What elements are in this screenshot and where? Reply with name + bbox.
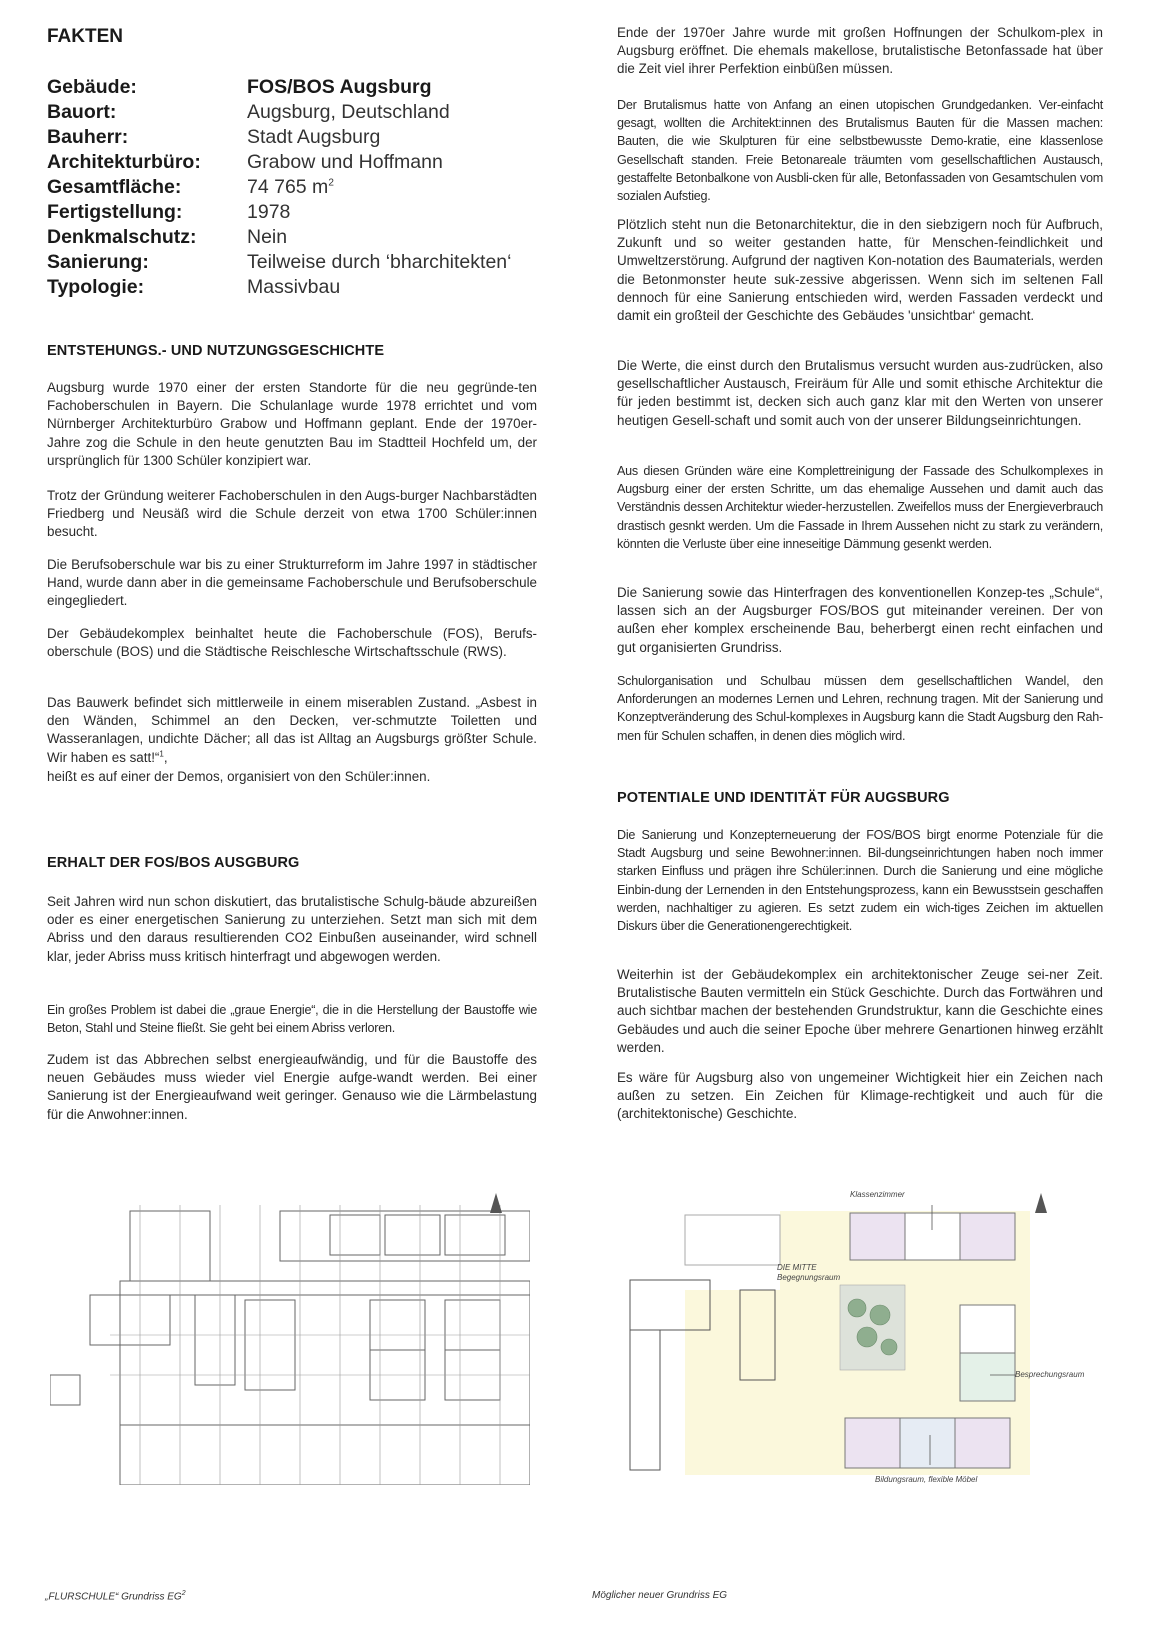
existing-floor-plan — [50, 1175, 530, 1485]
organisation-paragraph: Schulorganisation und Schulbau müssen dem gesellschaftlichen Wandel, den Anforderungen an modernes Lernen und Lehren, rechnung tragen. Mit der Sanierung und Konzeptveränderung des Schul-komplexes in Augsburg kann die Stadt Augsburg den Rah-men für Schulen schaffen, in denen dies möglich wird. — [617, 674, 1103, 743]
unit-superscript: 2 — [328, 177, 334, 189]
north-arrow-icon — [490, 1193, 502, 1213]
fact-row — [47, 175, 567, 200]
fact-label: Architekturbüro: — [47, 151, 201, 173]
preservation-paragraph: Seit Jahren wird nun schon diskutiert, das brutalistische Schulg-bäude abzureißen oder es einer energetischen Sanierung zu unterziehen. Setzt man sich mit dem Abriss und den daraus resultierenden CO2 Einbußen auseinander, wird schnell klar, jeder Abriss muss kritisch hinterfragt und abgewogen werden. — [47, 894, 537, 964]
history-paragraph: Der Gebäudekomplex beinhaltet heute die Fachoberschule (FOS), Berufs-oberschule (BOS) und die Städtische Reischlesche Wirtschaftsschule (RWS). — [47, 626, 537, 660]
fact-label: Bauherr: — [47, 126, 129, 148]
existing-plan-caption: „FLURSCHULE“ Grundriss $EG^2$ — [45, 1590, 186, 1603]
potential-paragraph: Weiterhin ist der Gebäudekomplex ein architektonischer Zeuge sei-ner Zeit. Brutalistische Bauten vermitteln ein Stück Geschichte. Durch das Fortwähren und auch sichtbar machen der bestehenden Grundstruktur, kann die Geschichte eines Gebäudes und auch die seiner Epoche über mehrere Genartionen hinweg erzählt werden. — [617, 967, 1103, 1055]
fact-value: 74 765 $m^2$ — [247, 176, 334, 198]
concept-paragraph: Die Sanierung sowie das Hinterfragen des konventionellen Konzep-tes „Schule“, lassen sich an der Augsburger FOS/BOS gut miteinander vereinen. Der von außen eher komplex erscheinende Bau, beherbergt einen recht einfachen und gut organisierten Grundriss. — [617, 585, 1103, 655]
fact-row — [47, 250, 567, 275]
history-paragraph: Augsburg wurde 1970 einer der ersten Standorte für die neu gegründe-ten Fachoberschulen in Bayern. Die Schulanlage wurde 1978 errichtet und vom Nürnberger Architekturbüro Grabow und Hoffmann geplant. Ende der 1970er-Jahre zog die Schule in den heute genutzten Bau im Stadtteil Hochfeld um, der ursprünglich für 1300 Schüler konzipiert war. — [47, 380, 537, 468]
meeting-room-label: Besprechungsraum — [1015, 1370, 1085, 1379]
proposed-plan-caption: Möglicher neuer Grundriss EG — [592, 1590, 728, 1601]
fact-row — [47, 150, 567, 175]
brutalism-paragraph: Der Brutalismus hatte von Anfang an einen utopischen Grundgedanken. Ver-einfacht gesagt, wollten die Architekt:innen des Brutalismus Bauten für die Massen machen: Bauten, die wie Skulpturen für eine selbstbewusste Demo-kratie, eine klassenlose Gesellschaft standen. Freie Betonareale träumten vom gesellschaftlichen Austausch, gestaffelte Betonbalkone von Ausbli-cken für alle, Betonfassaden von Gesamtschulen vom sozialen Aufstieg. — [617, 98, 1103, 204]
fact-row — [47, 275, 567, 300]
learning-room-label: Bildungsraum, flexible Möbel — [875, 1475, 978, 1484]
fact-value: Augsburg, Deutschland — [247, 101, 450, 123]
potential-heading: POTENTIALE UND IDENTITÄT FÜR AUGSBURG — [617, 790, 950, 806]
facts-table — [47, 75, 567, 300]
fact-value: 1978 — [247, 201, 291, 223]
fact-label: Denkmalschutz: — [47, 226, 197, 248]
fact-row — [47, 200, 567, 225]
fact-label: Gebäude: — [47, 76, 137, 98]
preservation-heading: ERHALT DER FOS/BOS AUSGBURG — [47, 855, 300, 871]
values-paragraph: Die Werte, die einst durch den Brutalismus versucht wurden aus-zudrücken, also gesellschaftlicher Austausch, Freiräum für Alle und somit ethische Architektur die für jeden bestimmt ist, decken sich auch ganz klar mit den Werten von unserer heutigen Gesell-schaft und somit auch von der unserer Bildungseinrichtungen. — [617, 358, 1103, 428]
facts-title: FAKTEN — [47, 26, 123, 47]
cleaning-paragraph: Aus diesen Gründen wäre eine Komplettreinigung der Fassade des Schulkomplexes in Augsburg einer der ersten Schritte, um das ehemalige Aussehen und damit auch das Verständnis dessen Architektur wieder-herzustellen. Zweifellos muss der Energieverbrauch drastisch gesnkt werden. Um die Fassade in Ihrem Aussehen nicht zu stark zu verändern, könnten die Verluste über eine inneseitige Dämmung gesenkt werden. — [617, 464, 1103, 551]
center-title-label: DIE MITTE — [777, 1263, 817, 1272]
fact-label: Gesamtfläche: — [47, 176, 182, 198]
intro-paragraph: Ende der 1970er Jahre wurde mit großen Hoffnungen der Schulkom-plex in Augsburg eröffnet. Die ehemals makellose, brutalistische Betonfassade hat über die Zeit viel ihrer Perfektion einbüßen müssen. — [617, 25, 1103, 77]
north-arrow-icon — [1035, 1193, 1047, 1213]
fact-row — [47, 125, 567, 150]
fact-label: Fertigstellung: — [47, 201, 183, 223]
history-paragraph: Die Berufsoberschule war bis zu einer Strukturreform im Jahre 1997 in städtischer Hand, wurde dann aber in die gemeinsame Fachoberschule und Berufsoberschule eingegliedert. — [47, 557, 537, 609]
fact-label: Bauort: — [47, 101, 117, 123]
fact-value: FOS/BOS Augsburg — [247, 76, 432, 98]
fact-row — [47, 75, 567, 100]
potential-paragraph: Die Sanierung und Konzepterneuerung der FOS/BOS birgt enorme Potenziale für die Stadt Augsburg und seine Bewohner:innen. Bil-dungseinrichtungen haben noch immer starken Einfluss und prägen ihre Schüler:innen. Durch die Sanierung und eine mögliche Einbin-dung der Lernenden in den Entstehungsprozess, kann ein Bewusstsein geschaffen werden, nachhaltiger zu agieren. Es setzt zudem ein wich-tiges Zeichen im aktuellen Diskurs über die Generationengerechtigkeit. — [617, 828, 1103, 934]
fact-label: Sanierung: — [47, 251, 149, 273]
fact-row — [47, 225, 567, 250]
fact-row — [47, 100, 567, 125]
fact-value: Teilweise durch ‘bharchitekten‘ — [247, 251, 512, 273]
potential-paragraph: Es wäre für Augsburg also von ungemeiner Wichtigkeit hier ein Zeichen nach außen zu setzen. Ein Zeichen für Klimage-rechtigkeit und auch für die (architektonische) Geschichte. — [617, 1070, 1103, 1122]
history-paragraph: Trotz der Gründung weiterer Fachoberschulen in den Augs-burger Nachbarstädten Friedberg und Neusäß wird die Schule derzeit von etwa 1700 Schüler:innen besucht. — [47, 488, 537, 540]
preservation-paragraph: Zudem ist das Abbrechen selbst energieaufwändig, und für die Baustoffe des neuen Gebäudes muss wieder viel Energie aufge-wandt werden. Bei einer Sanierung ist der Energieaufwand weit geringer. Genauso wie die Lärmbelastung für die Anwohner:innen. — [47, 1052, 537, 1122]
proposed-floor-plan — [595, 1175, 1085, 1485]
fact-value: Grabow und Hoffmann — [247, 151, 443, 173]
history-heading: ENTSTEHUNGS.- UND NUTZUNGSGESCHICHTE — [47, 343, 385, 359]
history-paragraph: heißt es auf einer der Demos, organisiert von den Schüler:innen. — [47, 769, 431, 784]
fact-value: Nein — [247, 226, 288, 248]
fact-label: Typologie: — [47, 276, 145, 298]
footnote-ref: 1 — [159, 749, 164, 759]
center-sub-label: Begegnungsraum — [777, 1273, 841, 1282]
history-paragraph: Das Bauwerk befindet sich mittlerweile in einem miserablen Zustand. „Asbest in den Wänden, Schimmel an den Decken, ver-schmutzte Toiletten und Wasseranlagen, undichte Dächer; all das ist Alltag an Augsburgs größter Schule. Wir haben es satt!“$^1$, — [47, 695, 537, 765]
preservation-paragraph: Ein großes Problem ist dabei die „graue Energie“, die in die Herstellung der Baustoffe wie Beton, Stahl und Steine fließt. Sie geht bei einem Abriss verloren. — [47, 1003, 537, 1036]
fact-value: Massivbau — [247, 276, 341, 298]
fact-value: Stadt Augsburg — [247, 126, 381, 148]
concrete-paragraph: Plötzlich steht nun die Betonarchitektur, die in den siebzigern noch für Aufbruch, Zukunft und so weiter gestanden hatte, für Menschen-feindlichkeit und Umweltzerstörung. Aufgrund der nagtiven Kon-notation des Baumaterials, werden die Betonmonster heute suk-zessive abgerissen. Wenn sich im seltenen Fall dennoch für eine Sanierung entschieden wird, werden Fassaden verdeckt und damit ein großteil der Geschichte des Gebäudes 'unsichtbar‘ gemacht. — [617, 217, 1103, 324]
classroom-label: Klassenzimmer — [850, 1190, 905, 1199]
